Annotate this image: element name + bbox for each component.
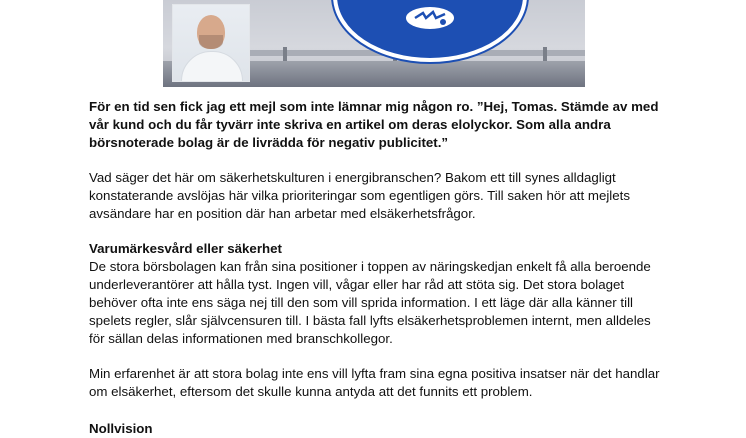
lead-line: börsnoterade bolag är de livrädda för negativ publicitet.” [89,135,449,150]
paragraph-1 [89,169,669,223]
article-body [89,98,669,438]
paragraph-3 [89,365,669,401]
text-line: avsändare har en position där han arbetar med elsäkerhetsfrågor. [89,206,476,221]
subheading-1: Varumärkesvård eller säkerhet [89,241,282,256]
lead-line: För en tid sen fick jag ett mejl som inte lämnar mig någon ro. ”Hej, Tomas. Stämde av med [89,99,659,114]
text-line: De stora börsbolagen kan från sina positioner i toppen av näringskedjan enkelt få alla beroende [89,259,651,274]
lead-paragraph [89,98,669,152]
text-line: konstaterande avslöjas här vilka prioriteringar som egentligen görs. Till saken hör att mejlets [89,188,631,203]
text-line: spelets regler, slår självcensuren till. I bästa fall lyfts elsäkerhetsproblemen internt, men alldeles [89,313,651,328]
text-line: för sällan delas informationen med branschkollegor. [89,331,393,346]
lead-line: vår kund och du får tyvärr inte skriva en artikel om deras elolyckor. Som alla andra [89,117,611,132]
text-line: Vad säger det här om säkerhetskulturen i energibranschen? Bakom ett till synes alldagligt [89,170,616,185]
safety-symbol-icon [403,4,457,32]
text-line: om elsäkerhet, eftersom det skulle kunna antyda att det funnits ett problem. [89,384,533,399]
author-portrait [172,4,250,82]
text-line: underleverantörer att hålla tyst. Ingen vill, vågar eller har råd att stöta sig. Det stora bolaget [89,277,625,292]
text-line: behöver ofta inte ens säga nej till den som vill sprida information. I ett läge där alla känner till [89,295,633,310]
text-line: Min erfarenhet är att stora bolag inte ens vill lyfta fram sina egna positiva insatser när det handlar [89,366,660,381]
paragraph-2 [89,258,669,348]
subheading-2: Nollvision [89,421,153,436]
